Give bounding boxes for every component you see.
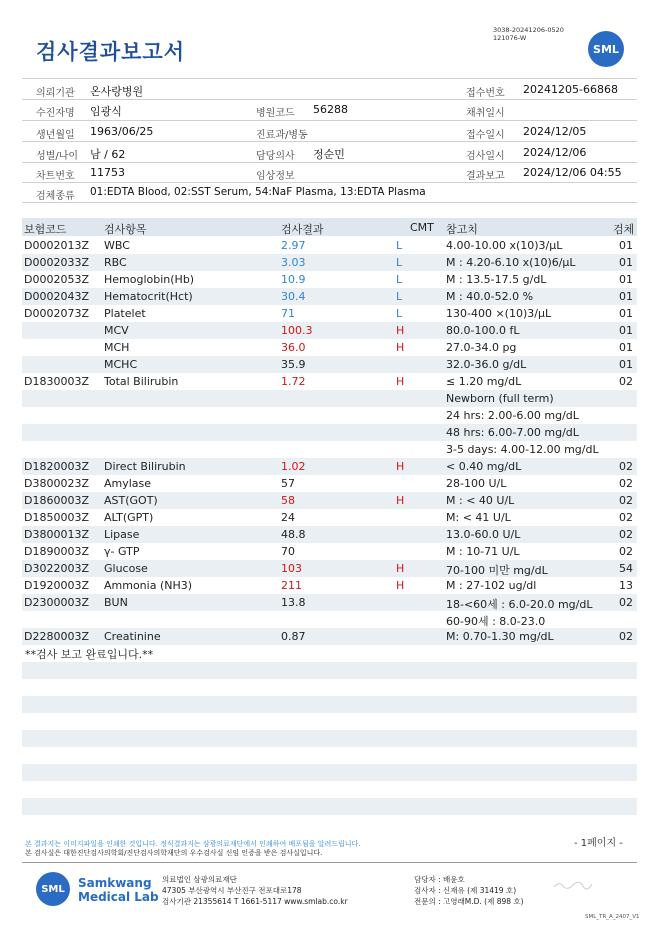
cell-spec: 02 <box>619 460 633 473</box>
cell-item: Hematocrit(Hct) <box>104 290 193 303</box>
cell-result: 103 <box>281 562 302 575</box>
staff-signatures <box>414 874 524 907</box>
cell-ref: Newborn (full term) <box>446 392 554 405</box>
cell-spec: 01 <box>619 273 633 286</box>
staff-line2: 검사자 : 신재유 (제 31419 호) <box>414 886 517 895</box>
hospital-label: 의뢰기관 <box>36 88 75 99</box>
cell-ref: 48 hrs: 6.00-7.00 mg/dL <box>446 426 579 439</box>
cell-ref: M : < 40 U/L <box>446 494 515 507</box>
cell-flag: L <box>396 290 403 303</box>
cell-spec: 01 <box>619 256 633 269</box>
birth-value: 1963/06/25 <box>90 125 154 138</box>
document-id <box>493 26 564 42</box>
cell-ref: 3-5 days: 4.00-12.00 mg/dL <box>446 443 599 456</box>
cell-spec: 02 <box>619 477 633 490</box>
brand-name <box>78 876 159 904</box>
info-divider <box>22 78 637 79</box>
cell-code: D0002043Z <box>24 290 89 303</box>
cell-ref: 60-90세 : 8.0-23.0 <box>446 615 546 628</box>
cell-ref: 27.0-34.0 pg <box>446 341 517 354</box>
footer-note-image: 본 결과지는 이미지파일을 인쇄한 것입니다. 정식결과지는 삼광의료재단에서 인쇄하여 배포됨을 알려드립니다. <box>25 840 361 848</box>
specimen-label: 검체종류 <box>36 191 75 202</box>
cell-result: 58 <box>281 494 295 507</box>
cell-code: D0002073Z <box>24 307 89 320</box>
cell-flag: L <box>396 273 403 286</box>
brand-line1: Samkwang <box>78 876 152 890</box>
empty-row-band <box>22 662 637 679</box>
cell-code: D1890003Z <box>24 545 89 558</box>
test-date-value: 2024/12/06 <box>523 146 587 159</box>
empty-row-band <box>22 764 637 781</box>
cell-code: D3800023Z <box>24 477 89 490</box>
cell-ref: 80.0-100.0 fL <box>446 324 520 337</box>
form-id: SML_TR_A_2407_V1 <box>585 914 640 920</box>
cell-result: 48.8 <box>281 528 306 541</box>
cell-item: Creatinine <box>104 630 161 643</box>
cell-item: MCH <box>104 341 130 354</box>
cell-ref: ≤ 1.20 mg/dL <box>446 375 522 388</box>
cell-result: 30.4 <box>281 290 306 303</box>
cell-item: BUN <box>104 596 128 609</box>
page-number: - 1페이지 - <box>574 838 623 849</box>
cell-item: Lipase <box>104 528 140 541</box>
cell-spec: 02 <box>619 630 633 643</box>
hospital-code-label: 병원코드 <box>256 108 295 119</box>
receipt-no-label: 접수번호 <box>466 88 505 99</box>
hospital-code-value: 56288 <box>313 103 348 116</box>
addr-line2: 47305 부산광역시 부산진구 전포대로178 <box>162 886 302 895</box>
cell-code: D3022003Z <box>24 562 89 575</box>
cell-item: MCHC <box>104 358 138 371</box>
cell-spec: 02 <box>619 375 633 388</box>
header-result: 검사결과 <box>281 223 324 236</box>
footer-divider <box>22 862 637 863</box>
cell-result: 211 <box>281 579 302 592</box>
cell-flag: H <box>396 579 405 592</box>
cell-spec: 13 <box>619 579 633 592</box>
cell-code: D1830003Z <box>24 375 89 388</box>
cell-result: 13.8 <box>281 596 306 609</box>
cell-flag: L <box>396 256 403 269</box>
cell-ref: M : 4.20-6.10 x(10)6/μL <box>446 256 576 269</box>
staff-line1: 담당자 : 배윤호 <box>414 875 465 884</box>
addr-line1: 의료법인 삼광의료재단 <box>162 875 237 884</box>
birth-label: 생년월일 <box>36 130 75 141</box>
hospital-value: 온사랑병원 <box>90 85 144 98</box>
cell-ref: 32.0-36.0 g/dL <box>446 358 527 371</box>
cell-code: D1920003Z <box>24 579 89 592</box>
chart-label: 차트번호 <box>36 171 75 182</box>
cell-spec: 02 <box>619 528 633 541</box>
cell-flag: H <box>396 562 405 575</box>
receipt-no-value: 20241205-66868 <box>523 83 618 96</box>
cell-flag: H <box>396 494 405 507</box>
cell-flag: H <box>396 375 405 388</box>
info-divider <box>22 162 637 163</box>
cell-ref: M: 0.70-1.30 mg/dL <box>446 630 554 643</box>
staff-line3: 전문의 : 고영래M.D. (제 898 호) <box>414 897 524 906</box>
cell-result: 57 <box>281 477 295 490</box>
empty-row-band <box>22 730 637 747</box>
cell-spec: 01 <box>619 324 633 337</box>
receipt-date-label: 접수일시 <box>466 130 505 141</box>
empty-row-band <box>22 696 637 713</box>
collect-label: 채취일시 <box>466 108 505 119</box>
cell-spec: 01 <box>619 358 633 371</box>
cell-ref: M : 27-102 ug/dl <box>446 579 537 592</box>
cell-ref: 28-100 U/L <box>446 477 507 490</box>
patient-label: 수진자명 <box>36 108 75 119</box>
cell-ref: 18-<60세 : 6.0-20.0 mg/dL <box>446 598 593 611</box>
test-date-label: 검사일시 <box>466 151 505 162</box>
cell-spec: 02 <box>619 511 633 524</box>
cell-ref: 24 hrs: 2.00-6.00 mg/dL <box>446 409 579 422</box>
chart-value: 11753 <box>90 166 125 179</box>
cell-code: D0002053Z <box>24 273 89 286</box>
header-ref: 참고치 <box>446 223 478 236</box>
addr-line3: 검사기관 21355614 T 1661-5117 www.smlab.co.kr <box>162 897 348 906</box>
cell-result: 35.9 <box>281 358 306 371</box>
cell-flag: H <box>396 460 405 473</box>
cell-spec: 01 <box>619 290 633 303</box>
cell-ref: M : 10-71 U/L <box>446 545 520 558</box>
completion-note: **검사 보고 완료입니다.** <box>25 648 154 661</box>
info-divider <box>22 182 637 183</box>
sex-age-label: 성별/나이 <box>36 151 79 162</box>
cell-ref: 70-100 미만 mg/dL <box>446 564 548 577</box>
cell-result: 24 <box>281 511 295 524</box>
cell-ref: 130-400 ×(10)3/μL <box>446 307 552 320</box>
cell-item: Amylase <box>104 477 152 490</box>
header-spec: 검체 <box>613 223 635 236</box>
institution-address <box>162 874 348 907</box>
cell-item: WBC <box>104 239 130 252</box>
report-label: 결과보고 <box>466 171 505 182</box>
sex-age-value: 남 / 62 <box>90 148 126 161</box>
cell-flag: H <box>396 324 405 337</box>
header-item: 검사항목 <box>104 223 147 236</box>
header-cmt: CMT <box>410 221 434 234</box>
info-divider <box>22 202 637 203</box>
cell-spec: 54 <box>619 562 633 575</box>
cell-result: 100.3 <box>281 324 313 337</box>
receipt-date-value: 2024/12/05 <box>523 125 587 138</box>
cell-ref: M : 40.0-52.0 % <box>446 290 534 303</box>
specimen-value: 01:EDTA Blood, 02:SST Serum, 54:NaF Plasma, 13:EDTA Plasma <box>90 186 426 198</box>
info-divider <box>22 120 637 121</box>
cell-flag: L <box>396 307 403 320</box>
doctor-value: 정순민 <box>313 148 345 161</box>
cell-ref: 13.0-60.0 U/L <box>446 528 521 541</box>
patient-value: 임광식 <box>90 105 122 118</box>
cell-ref: 4.00-10.00 x(10)3/μL <box>446 239 563 252</box>
cell-item: Direct Bilirubin <box>104 460 186 473</box>
cell-ref: M: < 41 U/L <box>446 511 511 524</box>
empty-row-band <box>22 798 637 815</box>
cell-flag: L <box>396 239 403 252</box>
cell-result: 10.9 <box>281 273 306 286</box>
dept-label: 진료과/병동 <box>256 130 308 141</box>
cell-item: Glucose <box>104 562 148 575</box>
sml-logo-icon: SML <box>588 31 624 67</box>
clinical-label: 임상정보 <box>256 171 295 182</box>
sml-logo-footer-icon: SML <box>36 872 70 906</box>
cell-code: D0002013Z <box>24 239 89 252</box>
cell-result: 71 <box>281 307 295 320</box>
cell-ref: < 0.40 mg/dL <box>446 460 522 473</box>
cell-item: RBC <box>104 256 127 269</box>
cell-result: 70 <box>281 545 295 558</box>
cell-spec: 01 <box>619 307 633 320</box>
info-divider <box>22 99 637 100</box>
brand-line2: Medical Lab <box>78 890 159 904</box>
footer-note-certified: 본 검사실은 대한진단검사의학회/진단검사의학재단의 우수검사실 신임 인증을 받은 검사실입니다. <box>25 849 323 857</box>
header-code: 보험코드 <box>24 223 67 236</box>
cell-result: 36.0 <box>281 341 306 354</box>
cell-flag: H <box>396 341 405 354</box>
cell-spec: 02 <box>619 545 633 558</box>
cell-spec: 02 <box>619 494 633 507</box>
doc-id-line1: 3038-20241206-0520 <box>493 26 564 34</box>
cell-item: Platelet <box>104 307 146 320</box>
cell-result: 2.97 <box>281 239 306 252</box>
doctor-label: 담당의사 <box>256 151 295 162</box>
cell-item: ALT(GPT) <box>104 511 154 524</box>
cell-code: D2280003Z <box>24 630 89 643</box>
cell-code: D3800013Z <box>24 528 89 541</box>
cell-code: D1860003Z <box>24 494 89 507</box>
page-title: 검사결과보고서 <box>36 40 186 64</box>
cell-code: D0002033Z <box>24 256 89 269</box>
cell-spec: 01 <box>619 341 633 354</box>
cell-item: Ammonia (NH3) <box>104 579 193 592</box>
cell-item: MCV <box>104 324 129 337</box>
cell-code: D1820003Z <box>24 460 89 473</box>
cell-item: Hemoglobin(Hb) <box>104 273 195 286</box>
cell-result: 1.72 <box>281 375 306 388</box>
cell-code: D1850003Z <box>24 511 89 524</box>
doc-id-line2: 121076-W <box>493 34 527 42</box>
cell-result: 1.02 <box>281 460 306 473</box>
info-divider <box>22 141 637 142</box>
cell-item: γ- GTP <box>104 545 140 558</box>
report-value: 2024/12/06 04:55 <box>523 166 622 179</box>
signature-scribble-icon <box>553 880 593 890</box>
cell-result: 0.87 <box>281 630 306 643</box>
cell-code: D2300003Z <box>24 596 89 609</box>
cell-ref: M : 13.5-17.5 g/dL <box>446 273 547 286</box>
cell-item: Total Bilirubin <box>104 375 179 388</box>
cell-result: 3.03 <box>281 256 306 269</box>
cell-spec: 02 <box>619 596 633 609</box>
cell-item: AST(GOT) <box>104 494 158 507</box>
cell-spec: 01 <box>619 239 633 252</box>
